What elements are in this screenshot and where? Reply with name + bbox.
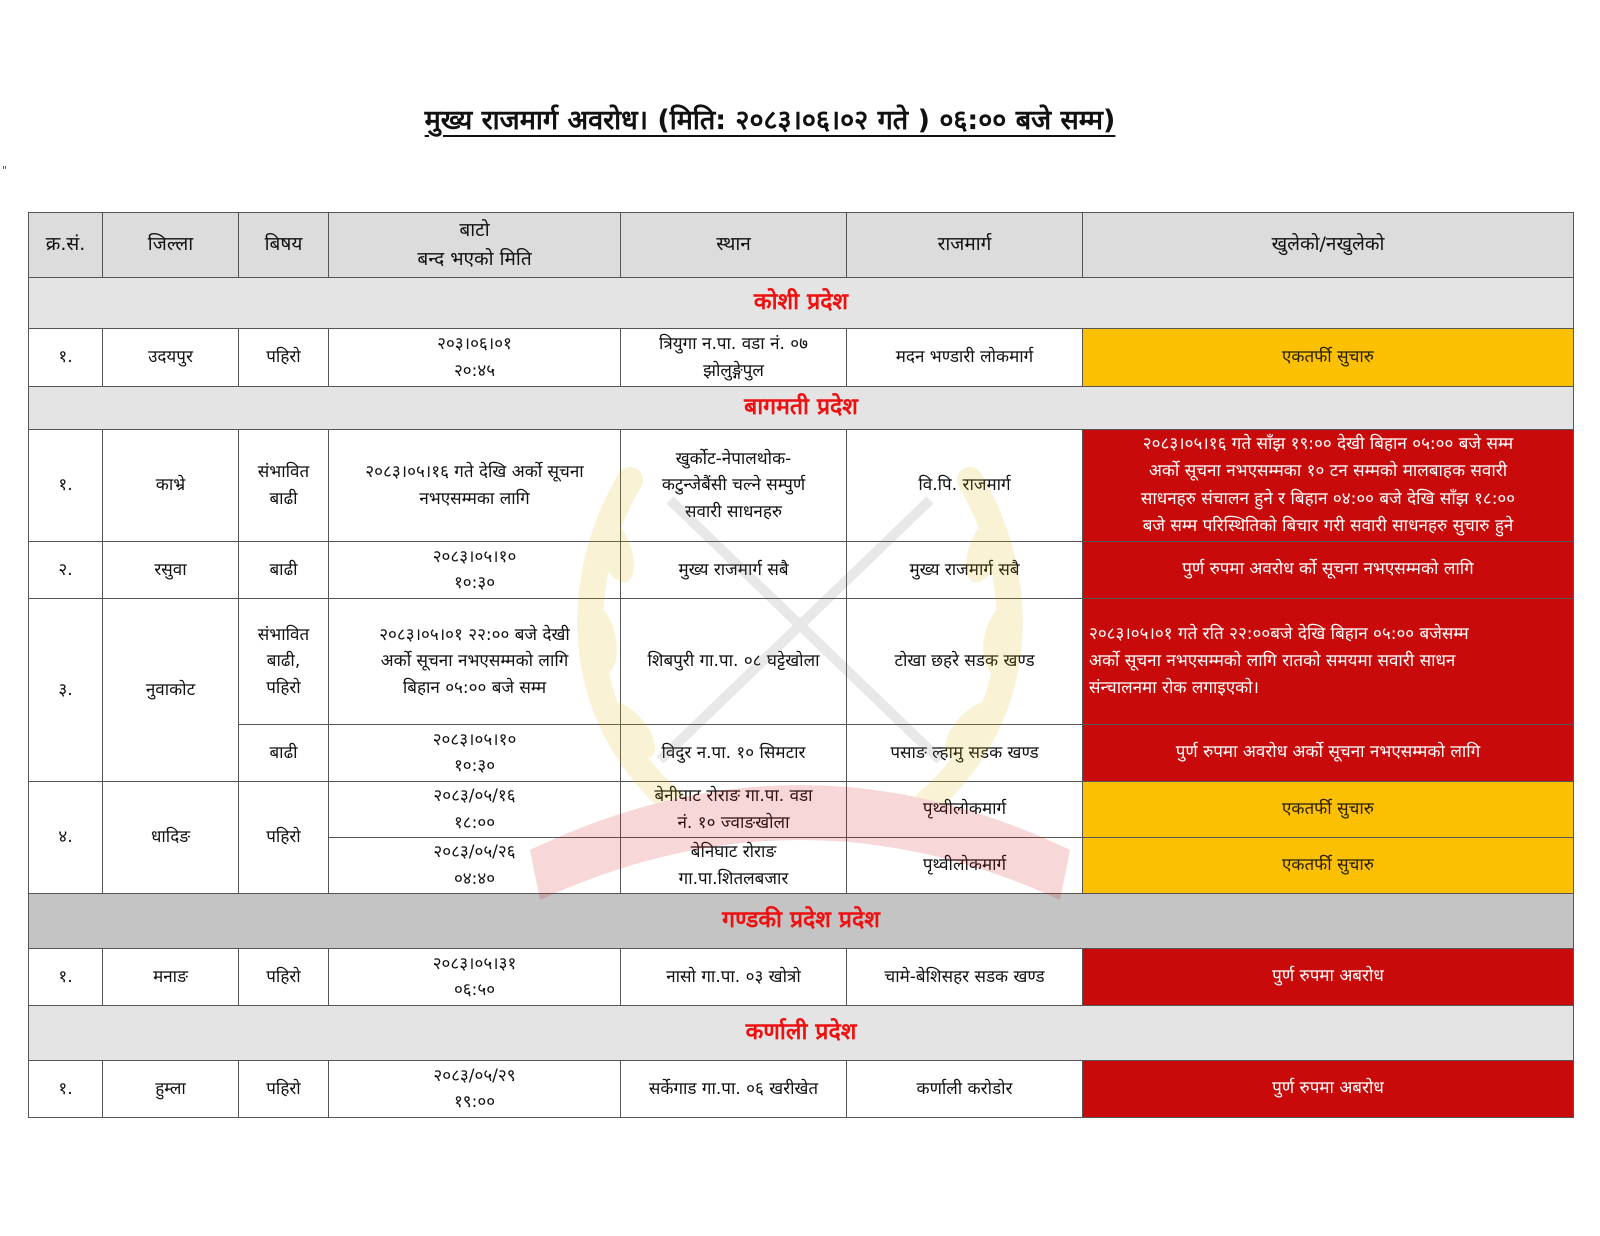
- header-highway: राजमार्ग: [847, 213, 1083, 278]
- cell-location: बेनिघाट रोराङ गा.पा.शितलबजार: [621, 838, 847, 894]
- cell-sn: ३.: [29, 599, 103, 782]
- cell-subject: पहिरो: [239, 949, 329, 1006]
- cell-status: पुर्ण रुपमा अवरोध र्को सूचना नभएसम्मको लागि: [1083, 542, 1574, 599]
- cell-highway: कर्णाली करोडोर: [847, 1061, 1083, 1118]
- header-subject: बिषय: [239, 213, 329, 278]
- header-row: [29, 213, 1574, 278]
- cell-date: २०८३।०५।१० १०:३०: [329, 725, 621, 782]
- cell-highway: मुख्य राजमार्ग सबै: [847, 542, 1083, 599]
- cell-district: मनाङ: [103, 949, 239, 1006]
- table-row: [29, 599, 1574, 725]
- province-row-bagmati: [29, 387, 1574, 430]
- province-karnali: कर्णाली प्रदेश: [29, 1006, 1574, 1061]
- header-sn: क्र.सं.: [29, 213, 103, 278]
- header-location: स्थान: [621, 213, 847, 278]
- cell-date: २०८३।०५।१० १०:३०: [329, 542, 621, 599]
- cell-subject: बाढी: [239, 725, 329, 782]
- cell-sn: १.: [29, 430, 103, 542]
- cell-sn: ४.: [29, 782, 103, 894]
- cell-district: नुवाकोट: [103, 599, 239, 782]
- cell-status: पुर्ण रुपमा अबरोध: [1083, 949, 1574, 1006]
- cell-district: हुम्ला: [103, 1061, 239, 1118]
- header-date: बाटो बन्द भएको मिति: [329, 213, 621, 278]
- cell-sn: १.: [29, 329, 103, 387]
- cell-status: २०८३।०५।१६ गते साँझ १९:०० देखी बिहान ०५:०० बजे सम्म अर्को सूचना नभएसम्मका १० टन सम्मको मालबाहक सवारी साधनहरु संचालन हुने र बिहान ०४:०० बजे देखि साँझ १८:०० बजे सम्म परिस्थितिको बिचार गरी सवारी साधनहरु सुचारु हुने: [1083, 430, 1574, 542]
- cell-sn: १.: [29, 1061, 103, 1118]
- province-row-karnali: [29, 1006, 1574, 1061]
- cell-subject: संभावित बाढी: [239, 430, 329, 542]
- table-row: [29, 949, 1574, 1006]
- cell-subject: पहिरो: [239, 329, 329, 387]
- province-bagmati: बागमती प्रदेश: [29, 387, 1574, 430]
- cell-date: २०८३/०५/२६ ०४:४०: [329, 838, 621, 894]
- stray-mark: ": [2, 164, 8, 177]
- cell-highway: टोखा छहरे सडक खण्ड: [847, 599, 1083, 725]
- cell-status: एकतर्फी सुचारु: [1083, 782, 1574, 838]
- table-row: [29, 1061, 1574, 1118]
- cell-sn: १.: [29, 949, 103, 1006]
- cell-subject: पहिरो: [239, 782, 329, 894]
- cell-highway: मदन भण्डारी लोकमार्ग: [847, 329, 1083, 387]
- cell-location: शिबपुरी गा.पा. ०८ घट्टेखोला: [621, 599, 847, 725]
- header-district: जिल्ला: [103, 213, 239, 278]
- cell-status: पुर्ण रुपमा अबरोध: [1083, 1061, 1574, 1118]
- cell-date: २०८३।०५।०१ २२:०० बजे देखी अर्को सूचना नभएसम्मको लागि बिहान ०५:०० बजे सम्म: [329, 599, 621, 725]
- cell-status: पुर्ण रुपमा अवरोध अर्को सूचना नभएसम्मको लागि: [1083, 725, 1574, 782]
- cell-status: २०८३।०५।०१ गते रति २२:००बजे देखि बिहान ०५:०० बजेसम्म अर्को सूचना नभएसम्मको लागि रातको समयमा सवारी साधन संन्चालनमा रोक लगाइएको।: [1083, 599, 1574, 725]
- cell-location: नासो गा.पा. ०३ खोत्रो: [621, 949, 847, 1006]
- cell-district: धादिङ: [103, 782, 239, 894]
- cell-status: एकतर्फी सुचारु: [1083, 838, 1574, 894]
- cell-highway: पृथ्वीलोकमार्ग: [847, 782, 1083, 838]
- table-row: [29, 782, 1574, 838]
- cell-location: सर्केगाड गा.पा. ०६ खरीखेत: [621, 1061, 847, 1118]
- cell-location: बेनीघाट रोराङ गा.पा. वडा नं. १० ज्वाङखोला: [621, 782, 847, 838]
- cell-district: काभ्रे: [103, 430, 239, 542]
- cell-date: २०८३।०५।१६ गते देखि अर्को सूचना नभएसम्मका लागि: [329, 430, 621, 542]
- cell-subject: बाढी: [239, 542, 329, 599]
- cell-highway: पसाङ ल्हामु सडक खण्ड: [847, 725, 1083, 782]
- page-title: मुख्य राजमार्ग अवरोध। (मिति: २०८३।०६।०२ गते ) ०६:०० बजे सम्म): [424, 105, 1116, 136]
- cell-location: मुख्य राजमार्ग सबै: [621, 542, 847, 599]
- province-row-gandaki: [29, 894, 1574, 949]
- cell-subject: संभावित बाढी, पहिरो: [239, 599, 329, 725]
- cell-highway: वि.पि. राजमार्ग: [847, 430, 1083, 542]
- table-row: [29, 329, 1574, 387]
- cell-date: २०८३/०५/२९ १९:००: [329, 1061, 621, 1118]
- province-row-koshi: [29, 278, 1574, 329]
- header-status: खुलेको/नखुलेको: [1083, 213, 1574, 278]
- cell-date: २०८३।०५।३१ ०६:५०: [329, 949, 621, 1006]
- cell-date: २०८३/०५/१६ १८:००: [329, 782, 621, 838]
- province-koshi: कोशी प्रदेश: [29, 278, 1574, 329]
- road-blockage-table: [28, 212, 1574, 1118]
- cell-status: एकतर्फी सुचारु: [1083, 329, 1574, 387]
- cell-subject: पहिरो: [239, 1061, 329, 1118]
- cell-location: त्रियुगा न.पा. वडा नं. ०७ झोलुङ्गेपुल: [621, 329, 847, 387]
- cell-location: विदुर न.पा. १० सिमटार: [621, 725, 847, 782]
- cell-date: २०३।०६।०१ २०:४५: [329, 329, 621, 387]
- cell-sn: २.: [29, 542, 103, 599]
- cell-highway: चामे-बेशिसहर सडक खण्ड: [847, 949, 1083, 1006]
- cell-district: रसुवा: [103, 542, 239, 599]
- cell-location: खुर्कोट-नेपालथोक- कटुन्जेबैंसी चल्ने सम्पुर्ण सवारी साधनहरु: [621, 430, 847, 542]
- table-row: [29, 725, 1574, 782]
- cell-district: उदयपुर: [103, 329, 239, 387]
- table-row: [29, 542, 1574, 599]
- province-gandaki: गण्डकी प्रदेश प्रदेश: [29, 894, 1574, 949]
- cell-highway: पृथ्वीलोकमार्ग: [847, 838, 1083, 894]
- table-row: [29, 430, 1574, 542]
